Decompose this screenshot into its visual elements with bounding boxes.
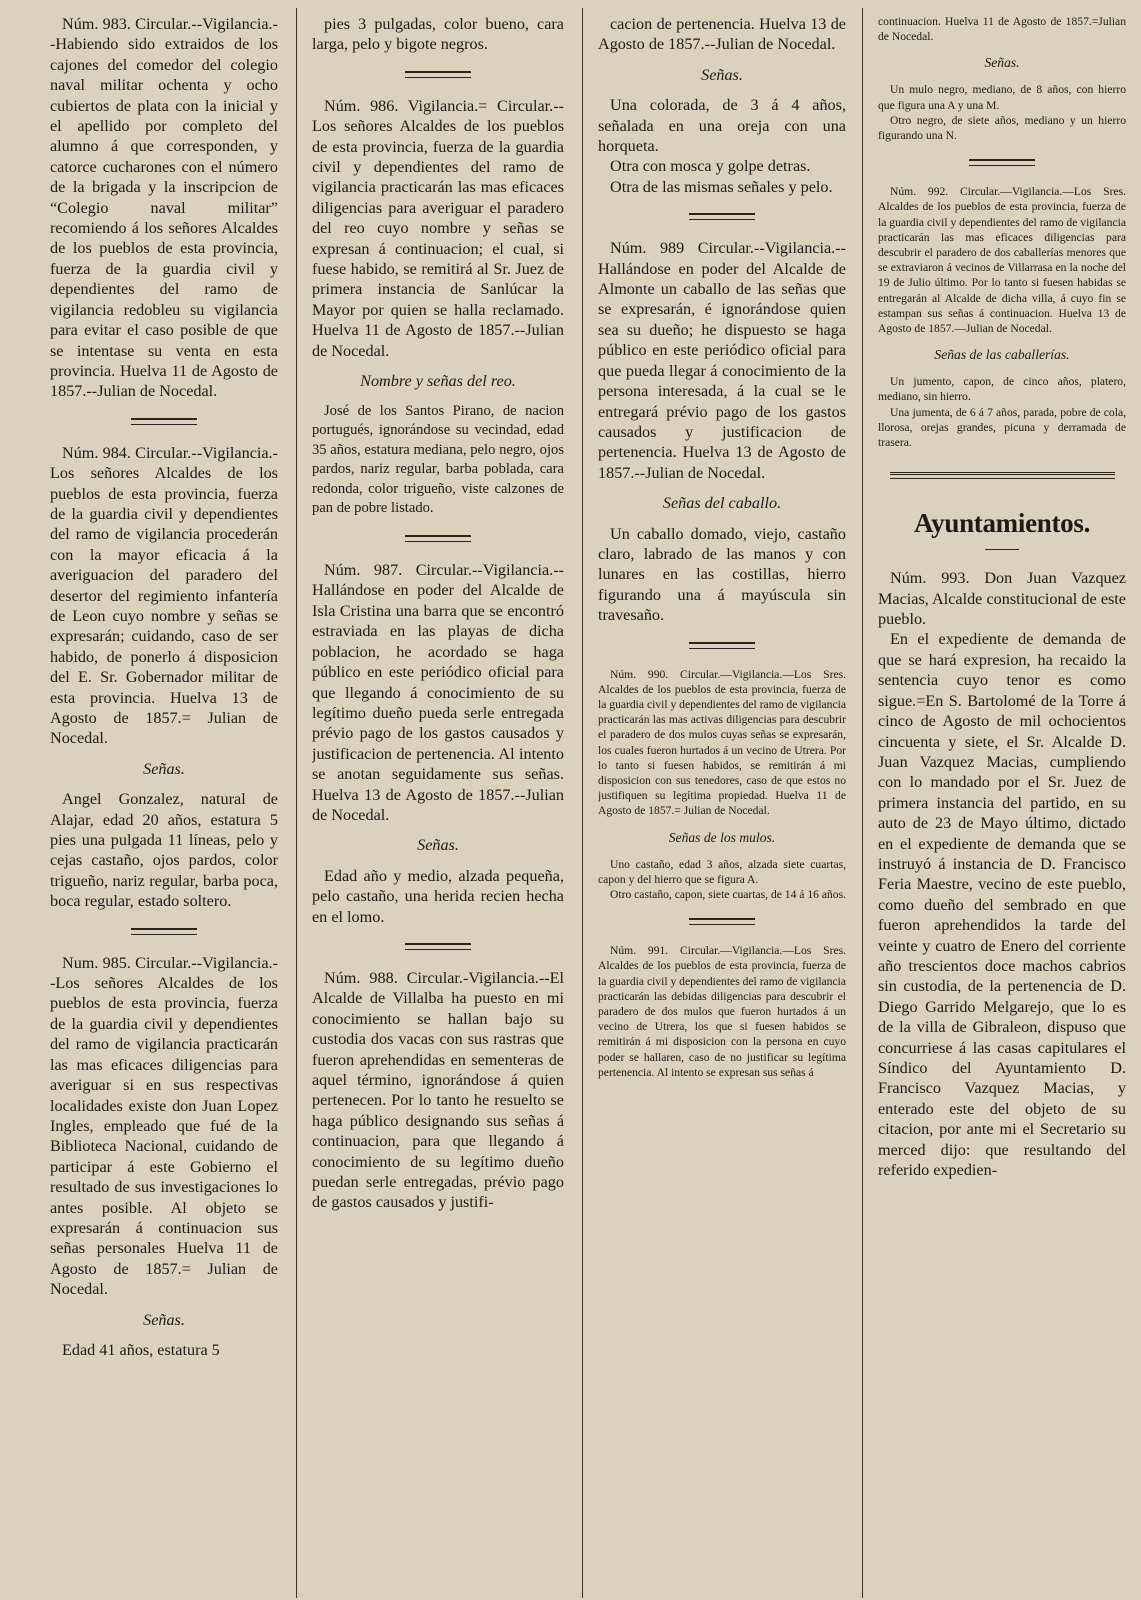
notice-988-item-1: Una colorada, de 3 á 4 años, señalada en una oreja con una horqueta.: [598, 96, 846, 156]
section-title: Señas de las caballerías.: [934, 347, 1070, 363]
notice-988-continued: cacion de pertenencia. Huelva 13 de Agosto de 1857.--Julian de Nocedal.: [598, 15, 846, 54]
column-3: [598, 14, 846, 1594]
separator: [689, 213, 755, 220]
notice-990-item-1: Uno castaño, edad 3 años, alzada siete cuartas, capon y del hierro que se figura A.: [598, 857, 846, 886]
section-title: Señas del caballo.: [662, 494, 782, 513]
section-title: Nombre y señas del reo.: [360, 372, 516, 391]
notice-993: Núm. 993. Don Juan Vazquez Macias, Alcalde constitucional de este pueblo.: [878, 569, 1126, 629]
section-title: Señas.: [701, 65, 743, 84]
notice-992-item-1: Un jumento, capon, de cinco años, platero, mediano, sin hierro.: [878, 375, 1126, 404]
notice-991: Núm. 991. Circular.—Vigilancia.—Los Sres. Alcaldes de los pueblos de esta provincia, fuerza de la guardia civil y dependientes del ramo de vigilancia practicarán las debidas diligencias para descubrir el paradero de dos mulos que fueron hurtados á un vecino de Utrera, los que si fuesen habidos se remitirán á mi disposicion con la persona en cuyo poder se hallaren, caso de no justificar su legítima pertenencia. Al intento se expresan sus señas á: [598, 944, 846, 1079]
separator: [405, 943, 471, 950]
section-separator: [890, 472, 1115, 479]
notice-989-body: Un caballo domado, viejo, castaño claro, labrado de las manos y con lunares en las costillas, hierro figurando una á mayúscula sin travesaño.: [598, 524, 846, 625]
notice-984: Núm. 984. Circular.--Vigilancia.- Los señores Alcaldes de los pueblos de esta provincia, fuerza de la guardia civil y dependientes del ramo de vigilancia procederán con la mayor eficacia á la averiguacion del paradero del desertor del regimiento infantería de Leon cuyo nombre y señas se expresarán; cuidando, caso de ser habido, de ponerlo á disposicion del E. Sr. Gobernador militar de esta provincia. Huelva 13 de Agosto de 1857.= Julian de Nocedal.: [50, 443, 278, 748]
separator: [689, 642, 755, 649]
notice-985: Num. 985. Circular.--Vigilancia.--Los señores Alcaldes de los pueblos de esta provincia, fuerza de la guardia civil y dependientes del ramo de vigilancia practicarán las mas eficaces diligencias para averiguar si en sus respectivas localidades existe don Juan Lopez Ingles, empleado que fué de la Biblioteca Nacional, cuidando de participar á este Gobierno el resultado de sus investigaciones lo antes posible. Al objeto se expresarán á continuacion sus señas personales Huelva 11 de Agosto de 1857.= Julian de Nocedal.: [50, 953, 278, 1299]
notice-992: Núm. 992. Circular.—Vigilancia.—Los Sres. Alcaldes de los pueblos de esta provincia, fuerza de la guardia civil y dependientes del ramo de vigilancia practicarán las mas eficaces diligencias para descubrir el paradero de dos caballerías menores que se extraviaron á vecinos de Villarrasa en la noche del 19 de Julio último. Por lo tanto si fuesen habidas se entregarán al Alcalde de dicha villa, á cuyo fin se estampan sus señas á continuacion. Huelva 13 de Agosto de 1857.—Julian de Nocedal.: [878, 185, 1126, 336]
column-rule: [582, 8, 583, 1598]
notice-991-continued: continuacion. Huelva 11 de Agosto de 1857.=Julian de Nocedal.: [878, 15, 1126, 44]
notice-984-body: Angel Gonzalez, natural de Alajar, edad 20 años, estatura 5 pies una pulgada 11 líneas, pelo y cejas castaño, ojos pardos, color trigueño, nariz regular, barba poca, boca regular, estado soltero.: [50, 790, 278, 911]
notice-985-body: Edad 41 años, estatura 5: [62, 1340, 220, 1359]
separator: [131, 418, 197, 425]
column-rule: [296, 8, 297, 1598]
section-title: Señas.: [143, 1310, 185, 1329]
notice-987: Núm. 987. Circular.--Vigilancia.--Hallándose en poder del Alcalde de Isla Cristina una barra que se encontró estraviada en las playas de dicha poblacion, he acordado se haga público en este periódico oficial para que llegando á conocimiento de su legítimo dueño pueda serle entregada prévio pago de los gastos causados y justificacion de pertenencia. Al intento se anotan seguidamente sus señas. Huelva 13 de Agosto de 1857.--Julian de Nocedal.: [312, 561, 564, 824]
notice-989: Núm. 989 Circular.--Vigilancia.--Hallándose en poder del Alcalde de Almonte un caballo de las señas que se expresarán, é ignorándose quien sea su dueño; he dispuesto se haga público en este periódico oficial para que pueda llegar á conocimiento de la persona interesada, á la cual se le entregará prévio pago de los gastos causados y justificacion de pertenencia. Huelva 13 de Agosto de 1857.--Julian de Nocedal.: [598, 239, 846, 482]
notice-983: Núm. 983. Circular.--Vigilancia.--Habiendo sido extraidos de los cajones del comedor del colegio naval militar ochenta y ocho cubiertos de plata con la inicial y el apellido por completo del alumno á que corresponden, y catorce cucharones con el número de la brigada y la inscripcion de “Colegio naval militar” recomiendo á los señores Alcaldes de los pueblos de esta provincia, fuerza de la guardia civil y dependientes del ramo de vigilancia redobleu su vigilancia para evitar el caso posible de que se intentase su venta en esta provincia. Huelva 11 de Agosto de 1857.--Julian de Nocedal.: [50, 15, 278, 401]
notice-991-item-2: Otro negro, de siete años, mediano y un hierro figurando una N.: [878, 113, 1126, 143]
column-4: [878, 14, 1126, 1594]
section-title: Señas de los mulos.: [668, 829, 776, 845]
section-title: Señas.: [143, 759, 185, 778]
column-rule: [862, 8, 863, 1598]
separator: [405, 71, 471, 78]
notice-988-item-3: Otra de las mismas señales y pelo.: [610, 177, 833, 196]
notice-988: Núm. 988. Circular.-Vigilancia.--El Alcalde de Villalba ha puesto en mi conocimiento se hallan bajo su custodia dos vacas con sus rastras que fueron aprehendidas en sementeras de aquel término, ignorándose á quien pertenecen. Por lo tanto he resuelto se haga público designando sus señas á continuacion, para que llegando á conocimiento de su legítimo dueño puedan serle entregadas, prévio pago de gastos causados y justifi-: [312, 968, 564, 1212]
notice-988-item-2: Otra con mosca y golpe detras.: [610, 157, 811, 176]
column-1: [50, 14, 278, 1594]
notice-985-continued: pies 3 pulgadas, color bueno, cara larga, pelo y bigote negros.: [312, 15, 564, 54]
notice-990-item-2: Otro castaño, capon, siete cuartas, de 14 á 16 años.: [610, 888, 846, 901]
notice-992-item-2: Una jumenta, de 6 á 7 años, parada, pobre de cola, llorosa, orejas grandes, picuna y derramada de trasera.: [878, 405, 1126, 450]
section-title: Señas.: [984, 55, 1020, 71]
section-title: Señas.: [417, 836, 459, 855]
notice-993-body: En el expediente de demanda de que se hará expresion, ha recaido la sentencia cuyo tenor es como sigue.=En S. Bartolomé de la Torre á cinco de Agosto de mil ochocientos cincuenta y siete, el Sr. Alcalde D. Juan Vazquez Macias, cumpliendo con lo mandado por el Sr. Juez de primera instancia del partido, en su auto de 23 de Mayo último, dictado en el expediente de demanda que se instruyó á instancia de D. Francisco Feria Maestre, vecino de este pueblo, como dueño del sembrado en que fueron aprehendidos la tarde del veinte y cuatro de Enero del corriente año trescientos doce machos cabrios sin custodia, de la pertenencia de D. Diego Garrido Melgarejo, que lo es de la villa de Gibraleon, dispuso que concurriese á las casas capitulares el Síndico del Ayuntamiento D. Francisco Vazquez Macias, y enterado este del objeto de su citacion, por ante mi el Secretario su merced dijo: que resultando del referido expedien-: [878, 630, 1126, 1180]
short-rule: [985, 549, 1019, 550]
column-2: [312, 14, 564, 1594]
notice-990: Núm. 990. Circular.—Vigilancia.—Los Sres. Alcaldes de los pueblos de esta provincia, fuerza de la guardia civil y dependientes del ramo de vigilancia practicarán las mas activas diligencias para descubrir el paradero de dos mulos cuyas señas se expresarán, los cuales fueron hurtados á un vecino de Utrera. Por lo tanto si fuesen habidos, se remitirán á mi disposicion con sus tenedores, caso de que estos no justifiquen su legítima propiedad. Huelva 11 de Agosto de 1857.= Julian de Nocedal.: [598, 667, 846, 818]
notice-986: Núm. 986. Vigilancia.= Circular.--Los señores Alcaldes de los pueblos de esta provincia, fuerza de la guardia civil y dependientes del ramo de vigilancia practicarán las mas eficaces diligencias para averiguar el paradero del reo cuyo nombre y señas se expresan á continuacion; el cual, si fuese habido, se remitirá al Sr. Juez de primera instancia de Sanlúcar la Mayor por quien se halla reclamado. Huelva 11 de Agosto de 1857.--Julian de Nocedal.: [312, 96, 564, 360]
notice-987-body: Edad año y medio, alzada pequeña, pelo castaño, una herida recien hecha en el lomo.: [312, 866, 564, 926]
notice-991-item-1: Un mulo negro, mediano, de 8 años, con hierro que figura una A y una M.: [878, 83, 1126, 112]
separator: [131, 928, 197, 935]
separator: [689, 918, 755, 925]
separator: [969, 159, 1035, 166]
separator: [405, 535, 471, 542]
section-heading: Ayuntamientos.: [913, 508, 1091, 539]
notice-986-body: José de los Santos Pirano, de nacion portugués, ignorándose su vecindad, edad 35 años, estatura mediana, pelo negro, ojos pardos, nariz regular, barba poblada, cara redonda, color trigueño, viste calzones de pan de pobre listado.: [312, 402, 564, 517]
